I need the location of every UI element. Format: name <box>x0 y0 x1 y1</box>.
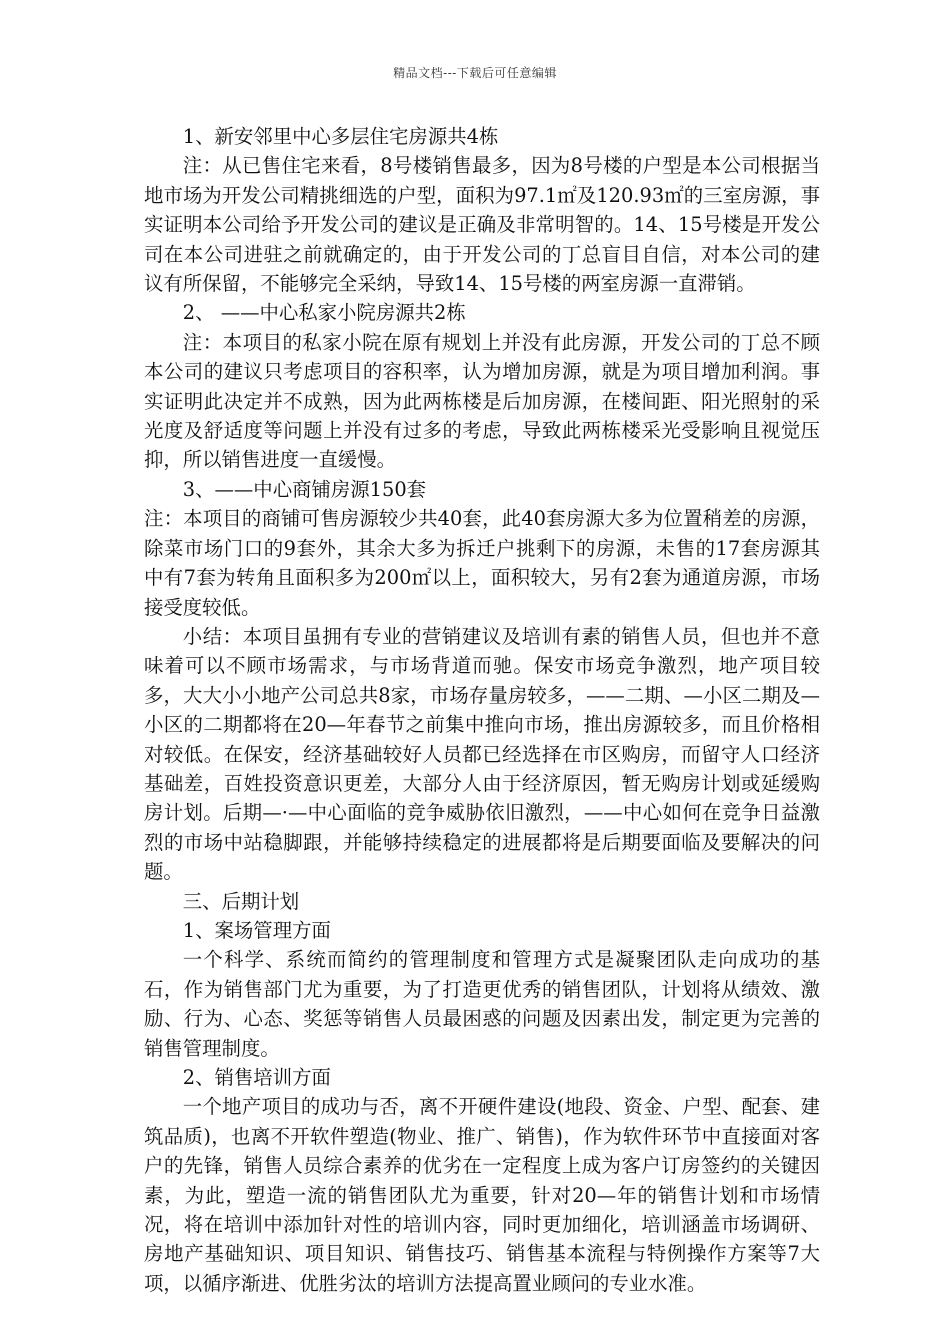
section-heading-3: 3、——中心商铺房源150套 <box>182 477 427 501</box>
subsection-heading-management: 1、案场管理方面 <box>182 918 331 942</box>
management-paragraph: 一个科学、系统而简约的管理制度和管理方式是凝聚团队走向成功的基石，作为销售部门尤为重要，为了打造更优秀的销售团队，计划将从绩效、激励、行为、心态、奖惩等销售人员最困惑的问题及因素出发，制定更为完善的销售管理制度。 <box>144 948 820 1060</box>
chapter-heading-plan: 三、后期计划 <box>182 889 300 913</box>
document-body <box>144 122 820 1298</box>
training-paragraph: 一个地产项目的成功与否，离不开硬件建设(地段、资金、户型、配套、建筑品质)，也离不开软件塑造(物业、推广、销售)，作为软件环节中直接面对客户的先锋，销售人员综合素养的优劣在一定程度上成为客户订房签约的关键因素，为此，塑造一流的销售团队尤为重要，针对20—年的销售计划和市场情况，将在培训中添加针对性的培训内容，同时更加细化，培训涵盖市场调研、房地产基础知识、项目知识、销售技巧、销售基本流程与特例操作方案等7大项，以循序渐进、优胜劣汰的培训方法提高置业顾问的专业水准。 <box>144 1095 820 1295</box>
section-heading-2: 2、 ——中心私家小院房源共2栋 <box>182 301 466 325</box>
note-paragraph-3: 注：本项目的商铺可售房源较少共40套，此40套房源大多为位置稍差的房源，除菜市场门口的9套外，其余大多为拆迁户挑剩下的房源，未售的17套房源其中有7套为转角且面积多为200㎡以上，面积较大，另有2套为通道房源，市场接受度较低。 <box>144 507 820 619</box>
section-heading-1: 1、新安邻里中心多层住宅房源共4栋 <box>182 125 499 148</box>
subsection-heading-training: 2、销售培训方面 <box>182 1066 331 1089</box>
summary-paragraph: 小结：本项目虽拥有专业的营销建议及培训有素的销售人员，但也并不意味着可以不顾市场需求，与市场背道而驰。保安市场竞争激烈，地产项目较多，大大小小地产公司总共8家，市场存量房较多，——二期、—小区二期及—小区的二期都将在20—年春节之前集中推向市场，推出房源较多，而且价格相对较低。在保安，经济基础较好人员都已经选择在市区购房，而留守人口经济基础差，百姓投资意识更差，大部分人由于经济原因，暂无购房计划或延缓购房计划。后期—·—中心面临的竞争威胁依旧激烈，——中心如何在竞争日益激烈的市场中站稳脚跟，并能够持续稳定的进展都将是后期要面临及要解决的问题。 <box>144 624 820 884</box>
note-paragraph-2: 注：本项目的私家小院在原有规划上并没有此房源，开发公司的丁总不顾本公司的建议只考虑项目的容积率，认为增加房源，就是为项目增加利润。事实证明此决定并不成熟，因为此两栋楼是后加房源，在楼间距、阳光照射的采光度及舒适度等问题上并没有过多的考虑，导致此两栋楼采光受影响且视觉压抑，所以销售进度一直缓慢。 <box>144 330 820 472</box>
page-header: 精品文档---下载后可任意编辑 <box>393 66 557 80</box>
note-paragraph-1: 注：从已售住宅来看，8号楼销售最多，因为8号楼的户型是本公司根据当地市场为开发公司精挑细选的户型，面积为97.1㎡及120.93㎡的三室房源，事实证明本公司给予开发公司的建议是正确及非常明智的。14、15号楼是开发公司在本公司进驻之前就确定的，由于开发公司的丁总盲目自信，对本公司的建议有所保留，不能够完全采纳，导致14、15号楼的两室房源一直滞销。 <box>144 154 820 296</box>
